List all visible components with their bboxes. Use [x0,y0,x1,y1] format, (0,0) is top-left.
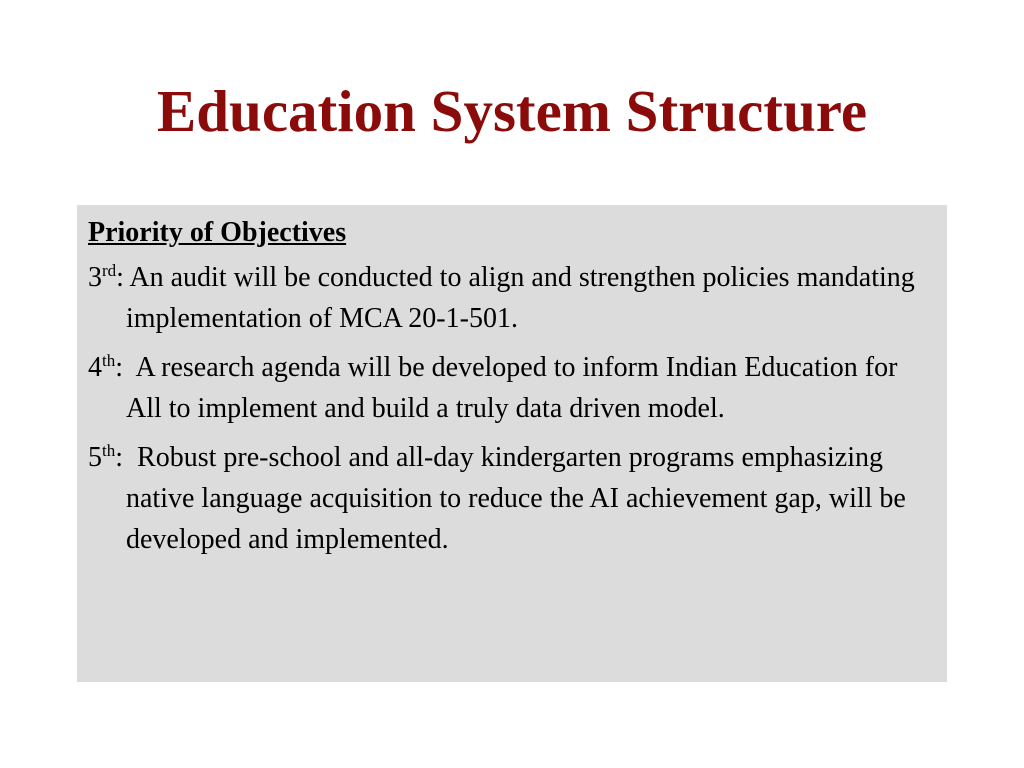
objective-item-5th [88,437,935,560]
objective-text: A research agenda will be developed to inform Indian Education for All to implement and build a truly data driven model. [123,352,903,425]
objective-number: 4 [88,352,102,384]
objective-separator: : [115,352,124,384]
objective-ordinal-suffix: th [102,441,116,461]
objective-ordinal-suffix: rd [102,261,117,281]
objective-item-4th [88,347,935,429]
objective-separator: : [115,442,124,474]
objective-ordinal-suffix: th [102,351,116,371]
objective-number: 5 [88,442,102,474]
section-heading: Priority of Objectives [88,217,347,248]
objective-text: Robust pre-school and all-day kindergarten programs emphasizing native language acquisition to reduce the AI achievement gap, will be developed and implemented. [123,442,913,556]
objective-item-3rd [88,257,935,339]
content-box [77,205,947,682]
objective-number: 3 [88,262,102,294]
objective-separator: : [116,262,124,294]
objective-text: An audit will be conducted to align and strengthen policies mandating implementation of MCA 20-1-501. [123,262,922,335]
slide-title: Education System Structure [156,78,868,144]
